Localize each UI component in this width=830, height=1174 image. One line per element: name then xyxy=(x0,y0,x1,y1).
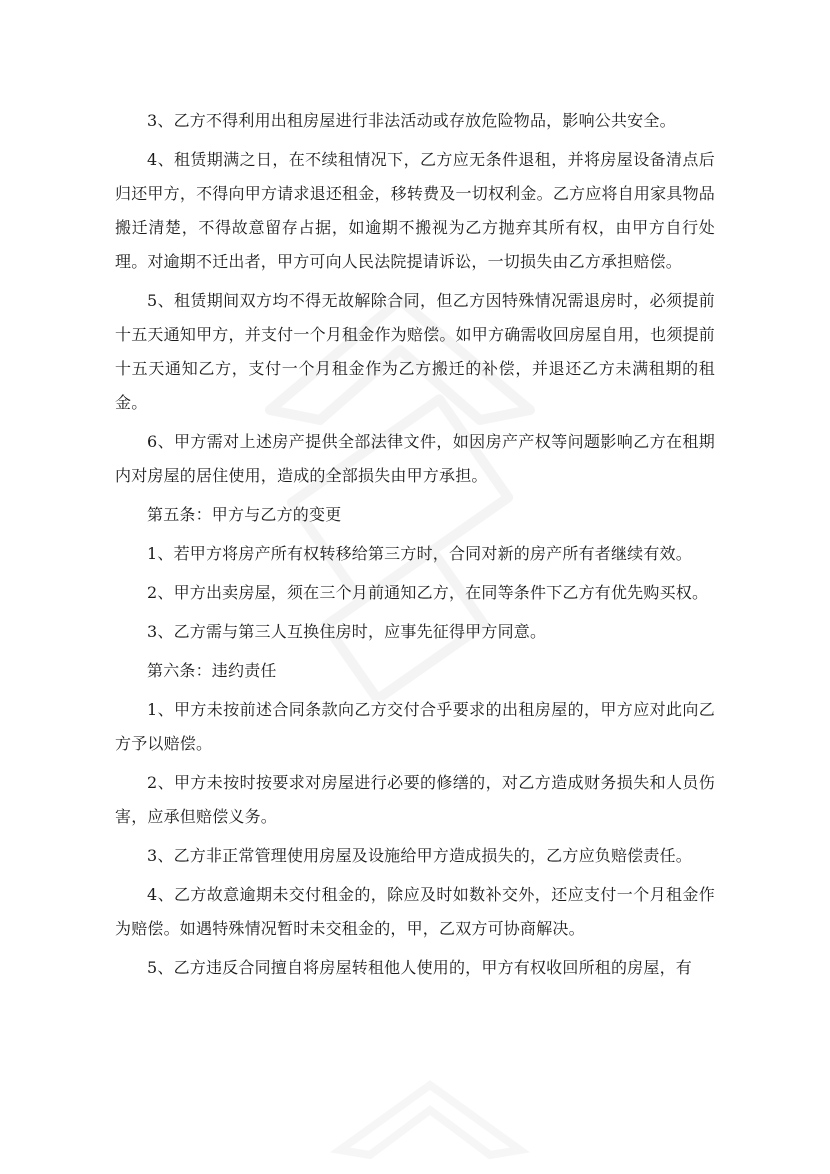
paragraph-article-6-item-3: 3、乙方非正常管理使用房屋及设施给甲方造成损失的，乙方应负赔偿责任。 xyxy=(147,846,692,865)
document-body xyxy=(115,104,715,990)
paragraph-article-5-item-2: 2、甲方出卖房屋，须在三个月前通知乙方，在同等条件下乙方有优先购买权。 xyxy=(147,583,709,602)
paragraph-article-5-item-1: 1、若甲方将房产所有权转移给第三方时，合同对新的房产所有者继续有效。 xyxy=(147,544,692,563)
paragraph-article-6-item-1: 1、甲方未按前述合同条款向乙方交付合乎要求的出租房屋的，甲方应对此向乙方予以赔偿。 xyxy=(115,700,715,753)
watermark-mark-icon xyxy=(330,1080,530,1174)
paragraph-clause-4-lease-expiry: 4、租赁期满之日，在不续租情况下，乙方应无条件退租，并将房屋设备清点后归还甲方，不得向甲方请求退还租金，移转费及一切权利金。乙方应将自用家具物品搬迁清楚，不得故意留存占据，如逾期不搬视为乙方抛弃其所有权，由甲方自行处理。对逾期不迁出者，甲方可向人民法院提请诉讼，一切损失由乙方承担赔偿。 xyxy=(115,150,715,271)
paragraph-article-6-item-2: 2、甲方未按时按要求对房屋进行必要的修缮的，对乙方造成财务损失和人员伤害，应承但赔偿义务。 xyxy=(115,773,715,826)
section-heading-article-6: 第六条：违约责任 xyxy=(147,661,277,680)
paragraph-article-5-item-3: 3、乙方需与第三人互换住房时，应事先征得甲方同意。 xyxy=(147,622,547,641)
paragraph-article-6-item-5: 5、乙方违反合同擅自将房屋转租他人使用的，甲方有权收回所租的房屋，有 xyxy=(147,958,692,977)
paragraph-clause-3-safety: 3、乙方不得利用出租房屋进行非法活动或存放危险物品，影响公共安全。 xyxy=(147,111,676,130)
paragraph-article-6-item-4: 4、乙方故意逾期未交付租金的，除应及时如数补交外，还应支付一个月租金作为赔偿。如遇特殊情况暂时未交租金的，甲，乙双方可协商解决。 xyxy=(115,885,715,938)
paragraph-clause-6-legal-documents: 6、甲方需对上述房产提供全部法律文件，如因房产产权等问题影响乙方在租期内对房屋的居住使用，造成的全部损失由甲方承担。 xyxy=(115,432,715,485)
section-heading-article-5: 第五条：甲方与乙方的变更 xyxy=(147,505,342,524)
paragraph-clause-5-termination: 5、租赁期间双方均不得无故解除合同，但乙方因特殊情况需退房时，必须提前十五天通知甲方，并支付一个月租金作为赔偿。如甲方确需收回房屋自用，也须提前十五天通知乙方，支付一个月租金作为乙方搬迁的补偿，并退还乙方未满租期的租金。 xyxy=(115,291,715,412)
